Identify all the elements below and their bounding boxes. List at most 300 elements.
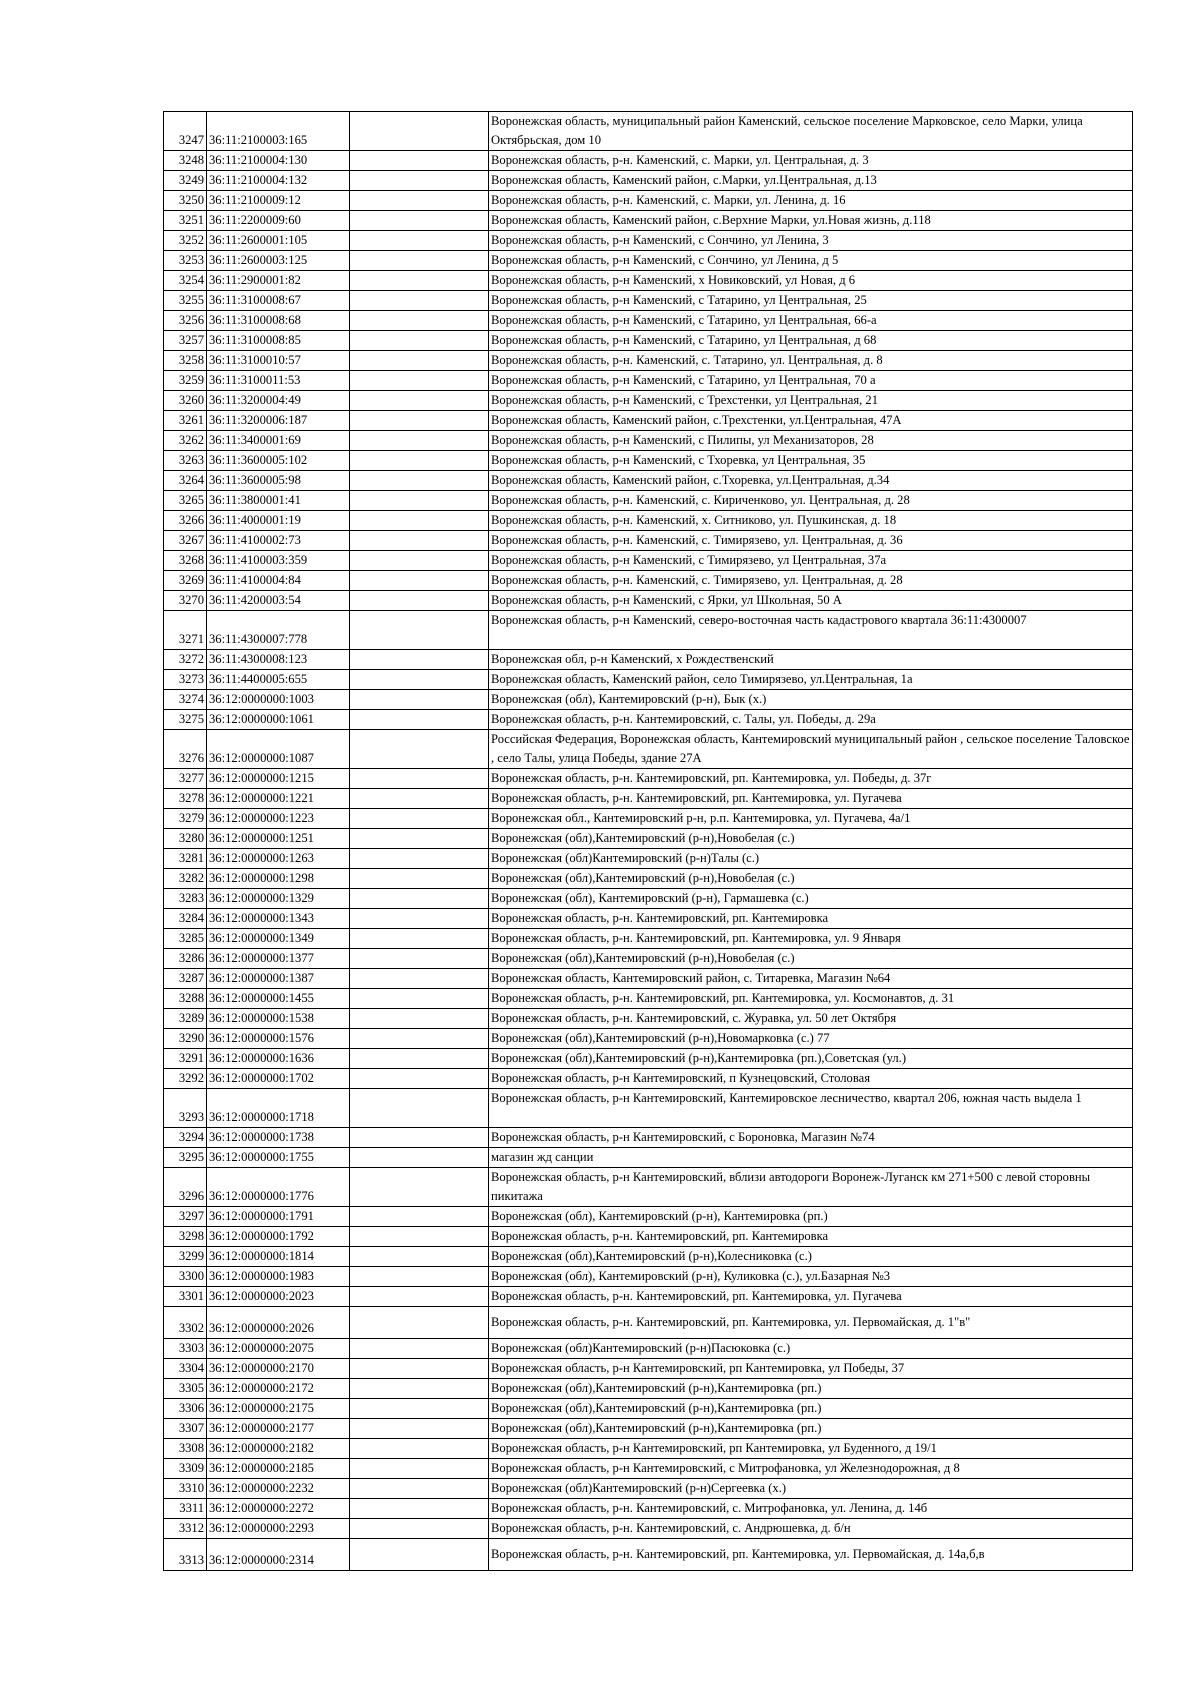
empty-cell (350, 331, 489, 351)
cadastral-number: 36:12:0000000:1061 (207, 710, 350, 730)
cadastral-number: 36:12:0000000:1223 (207, 809, 350, 829)
cadastral-number: 36:11:2900001:82 (207, 271, 350, 291)
address: Воронежская область, р-н Кантемировский, вблизи автодороги Воронеж-Луганск км 271+500 с левой сторовны пикитажа (489, 1168, 1133, 1207)
row-number: 3260 (164, 391, 207, 411)
empty-cell (350, 730, 489, 769)
row-number: 3285 (164, 929, 207, 949)
address: Воронежская область, р-н. Кантемировский, с. Талы, ул. Победы, д. 29а (489, 710, 1133, 730)
table-row (164, 311, 1133, 331)
address: Воронежская область, Каменский район, с.Верхние Марки, ул.Новая жизнь, д.118 (489, 211, 1133, 231)
table-row (164, 1399, 1133, 1419)
cadastral-number: 36:12:0000000:2314 (207, 1539, 350, 1571)
table-row (164, 291, 1133, 311)
empty-cell (350, 1499, 489, 1519)
cadastral-number: 36:11:2100004:132 (207, 171, 350, 191)
row-number: 3255 (164, 291, 207, 311)
cadastral-number: 36:12:0000000:2177 (207, 1419, 350, 1439)
cadastral-number: 36:12:0000000:1792 (207, 1227, 350, 1247)
table-row (164, 929, 1133, 949)
cadastral-number: 36:12:0000000:2185 (207, 1459, 350, 1479)
address: Воронежская область, р-н Каменский, с Тхоревка, ул Центральная, 35 (489, 451, 1133, 471)
row-number: 3296 (164, 1168, 207, 1207)
table-row (164, 710, 1133, 730)
empty-cell (350, 889, 489, 909)
empty-cell (350, 571, 489, 591)
address: Воронежская (обл), Кантемировский (р-н), Гармашевка (с.) (489, 889, 1133, 909)
address: Воронежская (обл)Кантемировский (р-н)Талы (с.) (489, 849, 1133, 869)
row-number: 3273 (164, 670, 207, 690)
row-number: 3267 (164, 531, 207, 551)
cadastral-number: 36:11:4400005:655 (207, 670, 350, 690)
table-row (164, 1069, 1133, 1089)
empty-cell (350, 1069, 489, 1089)
table-row (164, 1419, 1133, 1439)
table-row (164, 869, 1133, 889)
address: Воронежская область, р-н. Кантемировский, рп. Кантемировка, ул. Победы, д. 37г (489, 769, 1133, 789)
table-row (164, 351, 1133, 371)
row-number: 3310 (164, 1479, 207, 1499)
row-number: 3268 (164, 551, 207, 571)
empty-cell (350, 511, 489, 531)
cadastral-number: 36:12:0000000:2170 (207, 1359, 350, 1379)
empty-cell (350, 231, 489, 251)
table-row (164, 1148, 1133, 1168)
table-row (164, 1379, 1133, 1399)
cadastral-number: 36:11:3600005:98 (207, 471, 350, 491)
table-row (164, 371, 1133, 391)
row-number: 3269 (164, 571, 207, 591)
address: Воронежская (обл), Кантемировский (р-н), Куликовка (с.), ул.Базарная №3 (489, 1267, 1133, 1287)
address: Воронежская (обл), Кантемировский (р-н), Кантемировка (рп.) (489, 1207, 1133, 1227)
cadastral-number: 36:12:0000000:1455 (207, 989, 350, 1009)
row-number: 3288 (164, 989, 207, 1009)
row-number: 3309 (164, 1459, 207, 1479)
address: Воронежская (обл), Кантемировский (р-н), Бык (х.) (489, 690, 1133, 710)
table-row (164, 451, 1133, 471)
table-row (164, 1128, 1133, 1148)
address: Воронежская (обл),Кантемировский (р-н),Новомарковка (с.) 77 (489, 1029, 1133, 1049)
row-number: 3271 (164, 611, 207, 650)
cadastral-number: 36:12:0000000:2293 (207, 1519, 350, 1539)
address: Воронежская область, р-н Каменский, с Тимирязево, ул Центральная, 37а (489, 551, 1133, 571)
address: Воронежская область, р-н Каменский, с Пилипы, ул Механизаторов, 28 (489, 431, 1133, 451)
cadastral-number: 36:12:0000000:2272 (207, 1499, 350, 1519)
table-body (164, 112, 1133, 1571)
address: магазин жд санции (489, 1148, 1133, 1168)
table-row (164, 431, 1133, 451)
cadastral-number: 36:12:0000000:1349 (207, 929, 350, 949)
cadastral-number: 36:11:3100011:53 (207, 371, 350, 391)
cadastral-number: 36:12:0000000:1387 (207, 969, 350, 989)
empty-cell (350, 1539, 489, 1571)
table-row (164, 1439, 1133, 1459)
row-number: 3291 (164, 1049, 207, 1069)
address: Воронежская (обл),Кантемировский (р-н),Колесниковка (с.) (489, 1247, 1133, 1267)
cadastral-number: 36:12:0000000:1087 (207, 730, 350, 769)
row-number: 3262 (164, 431, 207, 451)
address: Воронежская область, р-н Кантемировский, п Кузнецовский, Столовая (489, 1069, 1133, 1089)
empty-cell (350, 789, 489, 809)
cadastral-number: 36:12:0000000:1814 (207, 1247, 350, 1267)
empty-cell (350, 650, 489, 670)
empty-cell (350, 670, 489, 690)
table-row (164, 231, 1133, 251)
address: Воронежская область, р-н. Каменский, с. Кириченково, ул. Центральная, д. 28 (489, 491, 1133, 511)
table-row (164, 789, 1133, 809)
row-number: 3272 (164, 650, 207, 670)
address: Российская Федерация, Воронежская область, Кантемировский муниципальный район , сельское поселение Таловское , село Талы, улица Победы, здание 27А (489, 730, 1133, 769)
row-number: 3295 (164, 1148, 207, 1168)
row-number: 3292 (164, 1069, 207, 1089)
table-row (164, 949, 1133, 969)
cadastral-number: 36:12:0000000:2026 (207, 1307, 350, 1339)
row-number: 3305 (164, 1379, 207, 1399)
address: Воронежская область, р-н. Кантемировский, рп. Кантемировка, ул. 9 Января (489, 929, 1133, 949)
row-number: 3251 (164, 211, 207, 231)
address: Воронежская область, Каменский район, с.Тхоревка, ул.Центральная, д.34 (489, 471, 1133, 491)
address: Воронежская область, р-н. Кантемировский, рп. Кантемировка, ул. Первомайская, д. 14а,б,в (489, 1539, 1133, 1571)
address: Воронежская обл., Кантемировский р-н, р.п. Кантемировка, ул. Пугачева, 4а/1 (489, 809, 1133, 829)
cadastral-number: 36:11:4000001:19 (207, 511, 350, 531)
address: Воронежская область, Каменский район, с.Трехстенки, ул.Центральная, 47А (489, 411, 1133, 431)
cadastral-number: 36:11:2100009:12 (207, 191, 350, 211)
address: Воронежская область, р-н Каменский, с Ярки, ул Школьная, 50 А (489, 591, 1133, 611)
cadastral-number: 36:12:0000000:1755 (207, 1148, 350, 1168)
address: Воронежская (обл),Кантемировский (р-н),Новобелая (с.) (489, 829, 1133, 849)
empty-cell (350, 1399, 489, 1419)
table-row (164, 591, 1133, 611)
cadastral-number: 36:12:0000000:1329 (207, 889, 350, 909)
row-number: 3257 (164, 331, 207, 351)
empty-cell (350, 191, 489, 211)
row-number: 3275 (164, 710, 207, 730)
address: Воронежская область, Кантемировский район, с. Титаревка, Магазин №64 (489, 969, 1133, 989)
address: Воронежская обл, р-н Каменский, х Рождественский (489, 650, 1133, 670)
table-row (164, 331, 1133, 351)
cadastral-number: 36:11:3200004:49 (207, 391, 350, 411)
cadastral-number: 36:11:4100004:84 (207, 571, 350, 591)
address: Воронежская область, р-н. Каменский, с. Татарино, ул. Центральная, д. 8 (489, 351, 1133, 371)
empty-cell (350, 211, 489, 231)
cadastral-number: 36:12:0000000:1636 (207, 1049, 350, 1069)
row-number: 3311 (164, 1499, 207, 1519)
table-row (164, 829, 1133, 849)
empty-cell (350, 869, 489, 889)
empty-cell (350, 151, 489, 171)
row-number: 3282 (164, 869, 207, 889)
table-row (164, 809, 1133, 829)
table-row (164, 989, 1133, 1009)
table-row (164, 1207, 1133, 1227)
empty-cell (350, 351, 489, 371)
address: Воронежская область, р-н. Кантемировский, рп. Кантемировка, ул. Первомайская, д. 1"в" (489, 1307, 1133, 1339)
row-number: 3252 (164, 231, 207, 251)
address: Воронежская область, р-н. Кантемировский, рп. Кантемировка (489, 1227, 1133, 1247)
address: Воронежская область, р-н. Каменский, х. Ситниково, ул. Пушкинская, д. 18 (489, 511, 1133, 531)
row-number: 3300 (164, 1267, 207, 1287)
table-row (164, 650, 1133, 670)
empty-cell (350, 411, 489, 431)
row-number: 3261 (164, 411, 207, 431)
empty-cell (350, 431, 489, 451)
cadastral-number: 36:12:0000000:1738 (207, 1128, 350, 1148)
cadastral-number: 36:11:4100003:359 (207, 551, 350, 571)
cadastral-number: 36:11:3100010:57 (207, 351, 350, 371)
table-row (164, 112, 1133, 151)
table-row (164, 531, 1133, 551)
empty-cell (350, 1029, 489, 1049)
empty-cell (350, 690, 489, 710)
row-number: 3258 (164, 351, 207, 371)
empty-cell (350, 849, 489, 869)
row-number: 3306 (164, 1399, 207, 1419)
cadastral-number: 36:12:0000000:2172 (207, 1379, 350, 1399)
table-row (164, 1539, 1133, 1571)
table-row (164, 1049, 1133, 1069)
cadastral-number: 36:11:3200006:187 (207, 411, 350, 431)
empty-cell (350, 1359, 489, 1379)
cadastral-number: 36:11:2100003:165 (207, 112, 350, 151)
row-number: 3283 (164, 889, 207, 909)
row-number: 3266 (164, 511, 207, 531)
cadastral-number: 36:11:3100008:67 (207, 291, 350, 311)
table-row (164, 471, 1133, 491)
row-number: 3312 (164, 1519, 207, 1539)
address: Воронежская область, р-н. Кантемировский, рп. Кантемировка, ул. Пугачева (489, 789, 1133, 809)
address: Воронежская (обл),Кантемировский (р-н),Новобелая (с.) (489, 869, 1133, 889)
empty-cell (350, 271, 489, 291)
address: Воронежская область, р-н Каменский, с Сончино, ул Ленина, 3 (489, 231, 1133, 251)
empty-cell (350, 1287, 489, 1307)
row-number: 3280 (164, 829, 207, 849)
table-row (164, 571, 1133, 591)
row-number: 3287 (164, 969, 207, 989)
cadastral-number: 36:11:4300007:778 (207, 611, 350, 650)
table-row (164, 151, 1133, 171)
empty-cell (350, 591, 489, 611)
empty-cell (350, 1307, 489, 1339)
empty-cell (350, 969, 489, 989)
row-number: 3304 (164, 1359, 207, 1379)
empty-cell (350, 829, 489, 849)
empty-cell (350, 909, 489, 929)
empty-cell (350, 949, 489, 969)
empty-cell (350, 1049, 489, 1069)
address: Воронежская область, р-н. Кантемировский, с. Журавка, ул. 50 лет Октября (489, 1009, 1133, 1029)
address: Воронежская область, р-н. Кантемировский, рп. Кантемировка (489, 909, 1133, 929)
table-row (164, 1499, 1133, 1519)
address: Воронежская область, р-н Кантемировский, Кантемировское лесничество, квартал 206, южная часть выдела 1 (489, 1089, 1133, 1128)
table-row (164, 611, 1133, 650)
address: Воронежская область, муниципальный район Каменский, сельское поселение Марковское, село Марки, улица Октябрьская, дом 10 (489, 112, 1133, 151)
empty-cell (350, 1148, 489, 1168)
empty-cell (350, 311, 489, 331)
table-row (164, 171, 1133, 191)
row-number: 3249 (164, 171, 207, 191)
table-row (164, 1089, 1133, 1128)
address: Воронежская область, р-н Каменский, с Трехстенки, ул Центральная, 21 (489, 391, 1133, 411)
cadastral-number: 36:11:4100002:73 (207, 531, 350, 551)
table-row (164, 849, 1133, 869)
cadastral-number: 36:12:0000000:1538 (207, 1009, 350, 1029)
cadastral-number: 36:11:3400001:69 (207, 431, 350, 451)
address: Воронежская область, р-н. Каменский, с. Марки, ул. Ленина, д. 16 (489, 191, 1133, 211)
empty-cell (350, 491, 489, 511)
empty-cell (350, 611, 489, 650)
address: Воронежская (обл),Кантемировский (р-н),Новобелая (с.) (489, 949, 1133, 969)
cadastral-number: 36:12:0000000:1576 (207, 1029, 350, 1049)
cadastral-number: 36:12:0000000:1221 (207, 789, 350, 809)
empty-cell (350, 1479, 489, 1499)
table-row (164, 1459, 1133, 1479)
empty-cell (350, 1207, 489, 1227)
cadastral-number: 36:12:0000000:1003 (207, 690, 350, 710)
row-number: 3297 (164, 1207, 207, 1227)
address: Воронежская область, р-н. Кантемировский, рп. Кантемировка, ул. Пугачева (489, 1287, 1133, 1307)
address: Воронежская область, р-н Каменский, с Татарино, ул Центральная, 25 (489, 291, 1133, 311)
empty-cell (350, 1247, 489, 1267)
row-number: 3279 (164, 809, 207, 829)
row-number: 3250 (164, 191, 207, 211)
table-row (164, 969, 1133, 989)
cadastral-number: 36:11:2600003:125 (207, 251, 350, 271)
row-number: 3263 (164, 451, 207, 471)
row-number: 3270 (164, 591, 207, 611)
cadastral-number: 36:12:0000000:2075 (207, 1339, 350, 1359)
row-number: 3259 (164, 371, 207, 391)
empty-cell (350, 291, 489, 311)
row-number: 3294 (164, 1128, 207, 1148)
row-number: 3253 (164, 251, 207, 271)
cadastral-number: 36:11:3100008:68 (207, 311, 350, 331)
address: Воронежская область, р-н. Каменский, с. Тимирязево, ул. Центральная, д. 36 (489, 531, 1133, 551)
table-row (164, 551, 1133, 571)
empty-cell (350, 989, 489, 1009)
table-row (164, 690, 1133, 710)
cadastral-number: 36:11:3600005:102 (207, 451, 350, 471)
cadastral-number: 36:12:0000000:1377 (207, 949, 350, 969)
table-row (164, 1359, 1133, 1379)
cadastral-number: 36:12:0000000:1343 (207, 909, 350, 929)
cadastral-number: 36:11:4200003:54 (207, 591, 350, 611)
empty-cell (350, 1009, 489, 1029)
empty-cell (350, 1419, 489, 1439)
address: Воронежская область, р-н Каменский, с Татарино, ул Центральная, 70 а (489, 371, 1133, 391)
empty-cell (350, 251, 489, 271)
empty-cell (350, 551, 489, 571)
empty-cell (350, 929, 489, 949)
empty-cell (350, 769, 489, 789)
row-number: 3254 (164, 271, 207, 291)
table-row (164, 1519, 1133, 1539)
cadastral-number: 36:12:0000000:1776 (207, 1168, 350, 1207)
row-number: 3277 (164, 769, 207, 789)
address: Воронежская область, р-н Кантемировский, с Митрофановка, ул Железнодорожная, д 8 (489, 1459, 1133, 1479)
table-row (164, 411, 1133, 431)
cadastral-number: 36:11:4300008:123 (207, 650, 350, 670)
empty-cell (350, 1168, 489, 1207)
row-number: 3301 (164, 1287, 207, 1307)
row-number: 3293 (164, 1089, 207, 1128)
table-row (164, 1227, 1133, 1247)
row-number: 3264 (164, 471, 207, 491)
row-number: 3308 (164, 1439, 207, 1459)
table-row (164, 889, 1133, 909)
table-row (164, 1168, 1133, 1207)
cadastral-number: 36:11:2100004:130 (207, 151, 350, 171)
property-table (163, 111, 1133, 1571)
empty-cell (350, 112, 489, 151)
address: Воронежская область, р-н. Кантемировский, рп. Кантемировка, ул. Космонавтов, д. 31 (489, 989, 1133, 1009)
cadastral-number: 36:12:0000000:1718 (207, 1089, 350, 1128)
table-row (164, 1009, 1133, 1029)
address: Воронежская (обл),Кантемировский (р-н),Кантемировка (рп.) (489, 1419, 1133, 1439)
table-row (164, 1029, 1133, 1049)
empty-cell (350, 1089, 489, 1128)
empty-cell (350, 1267, 489, 1287)
cadastral-number: 36:11:2200009:60 (207, 211, 350, 231)
cadastral-number: 36:12:0000000:2175 (207, 1399, 350, 1419)
address: Воронежская область, р-н Кантемировский, с Бороновка, Магазин №74 (489, 1128, 1133, 1148)
empty-cell (350, 171, 489, 191)
table-row (164, 271, 1133, 291)
empty-cell (350, 1439, 489, 1459)
row-number: 3290 (164, 1029, 207, 1049)
cadastral-number: 36:12:0000000:1702 (207, 1069, 350, 1089)
address: Воронежская область, р-н. Каменский, с. Марки, ул. Центральная, д. 3 (489, 151, 1133, 171)
cadastral-number: 36:12:0000000:1791 (207, 1207, 350, 1227)
row-number: 3276 (164, 730, 207, 769)
cadastral-number: 36:12:0000000:2182 (207, 1439, 350, 1459)
empty-cell (350, 1339, 489, 1359)
table-row (164, 391, 1133, 411)
address: Воронежская область, р-н Кантемировский, рп Кантемировка, ул Буденного, д 19/1 (489, 1439, 1133, 1459)
cadastral-number: 36:12:0000000:2232 (207, 1479, 350, 1499)
empty-cell (350, 1379, 489, 1399)
address: Воронежская область, р-н Каменский, с Татарино, ул Центральная, д 68 (489, 331, 1133, 351)
row-number: 3303 (164, 1339, 207, 1359)
empty-cell (350, 1459, 489, 1479)
address: Воронежская область, Каменский район, с.Марки, ул.Центральная, д.13 (489, 171, 1133, 191)
row-number: 3313 (164, 1539, 207, 1571)
row-number: 3274 (164, 690, 207, 710)
address: Воронежская (обл),Кантемировский (р-н),Кантемировка (рп.) (489, 1379, 1133, 1399)
table-row (164, 1339, 1133, 1359)
cadastral-number: 36:12:0000000:1298 (207, 869, 350, 889)
table-row (164, 1267, 1133, 1287)
table-row (164, 909, 1133, 929)
address: Воронежская область, р-н Каменский, северо-восточная часть кадастрового квартала 36:11:4300007 (489, 611, 1133, 650)
row-number: 3248 (164, 151, 207, 171)
cadastral-number: 36:11:3800001:41 (207, 491, 350, 511)
cadastral-number: 36:11:2600001:105 (207, 231, 350, 251)
empty-cell (350, 471, 489, 491)
table-row (164, 211, 1133, 231)
cadastral-number: 36:12:0000000:1215 (207, 769, 350, 789)
address: Воронежская (обл),Кантемировский (р-н),Кантемировка (рп.),Советская (ул.) (489, 1049, 1133, 1069)
address: Воронежская область, р-н Каменский, х Новиковский, ул Новая, д 6 (489, 271, 1133, 291)
table-row (164, 491, 1133, 511)
address: Воронежская область, р-н Кантемировский, рп Кантемировка, ул Победы, 37 (489, 1359, 1133, 1379)
row-number: 3286 (164, 949, 207, 969)
empty-cell (350, 531, 489, 551)
table-row (164, 1287, 1133, 1307)
empty-cell (350, 451, 489, 471)
empty-cell (350, 371, 489, 391)
table-row (164, 670, 1133, 690)
address: Воронежская (обл)Кантемировский (р-н)Сергеевка (х.) (489, 1479, 1133, 1499)
cadastral-number: 36:12:0000000:2023 (207, 1287, 350, 1307)
